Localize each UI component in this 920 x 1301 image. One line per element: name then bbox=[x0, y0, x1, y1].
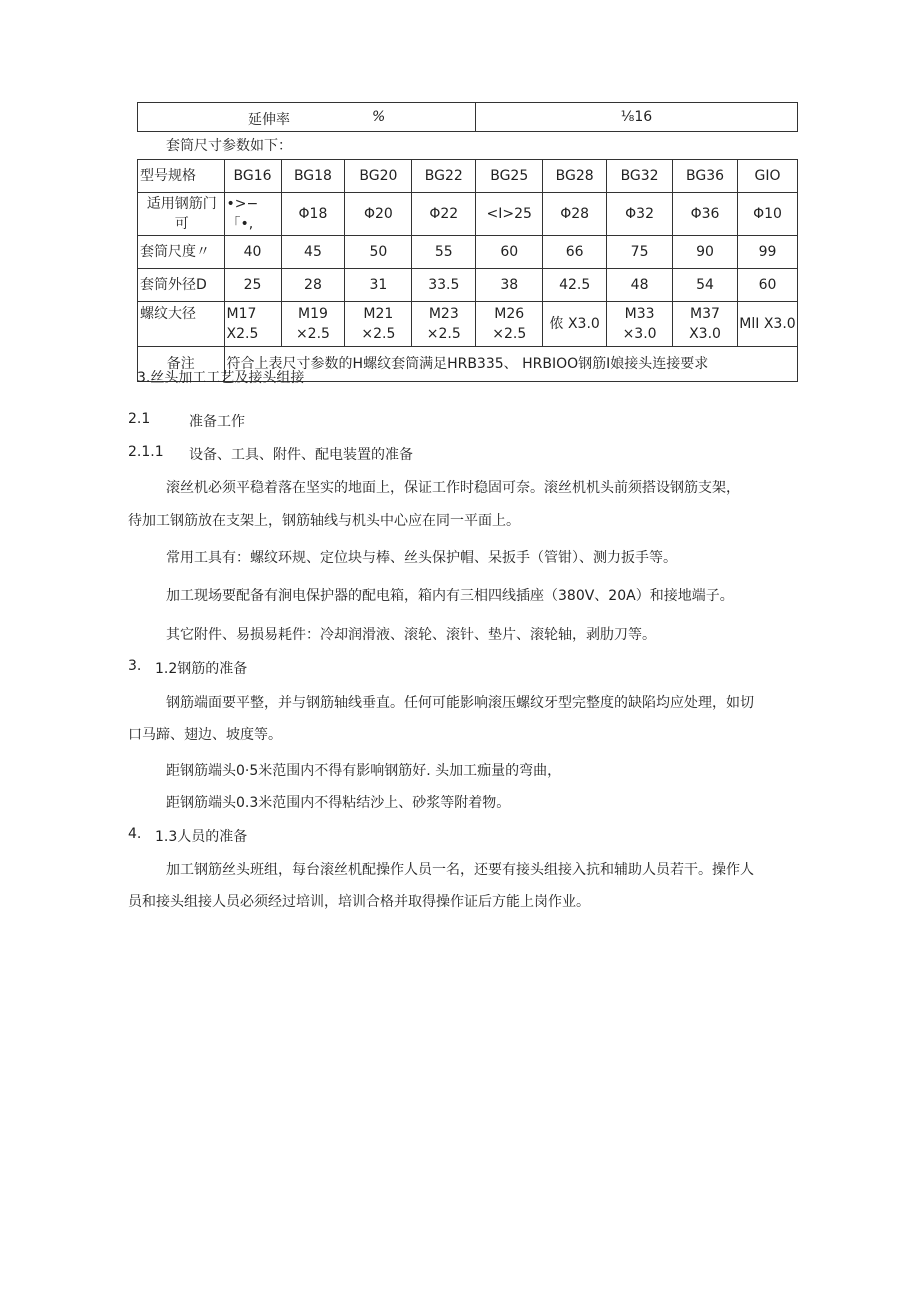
table-cell: 60 bbox=[737, 269, 797, 302]
table-row bbox=[138, 160, 798, 193]
section-number: 4. bbox=[128, 826, 142, 842]
table-cell: 40 bbox=[224, 236, 281, 269]
paragraph-line: 员和接头组接人员必须经过培训，培训合格并取得操作证后方能上岗作业。 bbox=[128, 894, 590, 910]
section-number: 2.1 bbox=[128, 411, 151, 427]
elongation-value: ⅛16 bbox=[476, 103, 798, 132]
table-cell: M17 X2.5 bbox=[224, 302, 281, 347]
elongation-unit: % bbox=[372, 109, 386, 125]
section-title: 准备工作 bbox=[189, 414, 245, 430]
paragraph-line: 待加工钢筋放在支架上，钢筋轴线与机头中心应在同一平面上。 bbox=[128, 513, 520, 529]
section-title: 1.3人员的准备 bbox=[155, 829, 248, 845]
table-cell: Φ36 bbox=[673, 193, 738, 236]
table-cell: M26 ×2.5 bbox=[476, 302, 543, 347]
table-intro: 套筒尺寸参数如下： bbox=[166, 138, 292, 154]
table-row bbox=[138, 236, 798, 269]
table-row bbox=[138, 269, 798, 302]
table-cell: Φ18 bbox=[281, 193, 345, 236]
table-cell: M37 X3.0 bbox=[673, 302, 738, 347]
table-cell: 66 bbox=[543, 236, 607, 269]
section-title: 1.2钢筋的准备 bbox=[155, 661, 248, 677]
row-label: 适用钢筋门可 bbox=[138, 193, 225, 236]
row-label: 套筒尺度〃 bbox=[138, 236, 225, 269]
table-cell: 33.5 bbox=[412, 269, 476, 302]
table-cell: Φ22 bbox=[412, 193, 476, 236]
paragraph-line: 滚丝机必须平稳着落在坚实的地面上，保证工作时稳固可奈。滚丝机机头前须搭设钢筋支架， bbox=[166, 480, 740, 496]
table-cell: 28 bbox=[281, 269, 345, 302]
section-number: 3. bbox=[128, 658, 142, 674]
table-cell: BG22 bbox=[412, 160, 476, 193]
table-cell: 54 bbox=[673, 269, 738, 302]
paragraph: 常用工具有：螺纹环规、定位块与棒、丝头保护帽、呆扳手（管钳）、测力扳手等。 bbox=[166, 550, 677, 566]
table-cell: 31 bbox=[345, 269, 412, 302]
table-cell: Φ32 bbox=[607, 193, 673, 236]
table-cell: 90 bbox=[673, 236, 738, 269]
table-cell: 45 bbox=[281, 236, 345, 269]
table-cell: 42.5 bbox=[543, 269, 607, 302]
table-cell: GIO bbox=[737, 160, 797, 193]
table-cell: 48 bbox=[607, 269, 673, 302]
paragraph: 加工现场要配备有涧电保护器的配电箱，箱内有三相四线插座（380V、20A）和接地端子。 bbox=[166, 588, 734, 604]
paragraph: 距钢筋端头0·5米范围内不得有影响钢筋好. 头加工痂量的弯曲， bbox=[166, 763, 562, 779]
row-label: 套筒外径D bbox=[138, 269, 225, 302]
table-row bbox=[138, 302, 798, 347]
table-cell: M33 ×3.0 bbox=[607, 302, 673, 347]
paragraph: 距钢筋端头0.3米范围内不得粘结沙上、砂浆等附着物。 bbox=[166, 795, 511, 811]
table-cell: 60 bbox=[476, 236, 543, 269]
note-text: 符合上表尺寸参数的H螺纹套筒满足HRB335、 HRBIOO钢筋I娘接头连接要求 bbox=[224, 347, 797, 382]
table-cell: M21 ×2.5 bbox=[345, 302, 412, 347]
paragraph-line: 加工钢筋丝头班组，每台滚丝机配操作人员一名，还要有接头组接入抗和辅助人员若干。操作人 bbox=[166, 862, 754, 878]
elongation-label-cell bbox=[138, 103, 476, 132]
table-cell: BG16 bbox=[224, 160, 281, 193]
table-cell: 50 bbox=[345, 236, 412, 269]
section-heading: 3.丝头加工工艺及接头组接 bbox=[137, 370, 305, 386]
table-cell: Φ20 bbox=[345, 193, 412, 236]
table-cell: •>−「•, bbox=[224, 193, 281, 236]
section-number: 2.1.1 bbox=[128, 444, 164, 460]
table-cell: 55 bbox=[412, 236, 476, 269]
table-cell: 侬 X3.0 bbox=[543, 302, 607, 347]
table-cell: M23 ×2.5 bbox=[412, 302, 476, 347]
table-cell: BG36 bbox=[673, 160, 738, 193]
table-cell: 75 bbox=[607, 236, 673, 269]
paragraph-line: 口马蹄、翅边、坡度等。 bbox=[128, 727, 282, 743]
table-cell: 38 bbox=[476, 269, 543, 302]
elongation-label: 延伸率 bbox=[248, 112, 290, 128]
table-cell: Φ10 bbox=[737, 193, 797, 236]
table-cell: 25 bbox=[224, 269, 281, 302]
table-cell: BG28 bbox=[543, 160, 607, 193]
table-cell: <I>25 bbox=[476, 193, 543, 236]
table-cell: Φ28 bbox=[543, 193, 607, 236]
table-cell: 99 bbox=[737, 236, 797, 269]
paragraph: 其它附件、易损易耗件：冷却润滑液、滚轮、滚针、垫片、滚轮轴，剥肋刀等。 bbox=[166, 627, 656, 643]
table-cell: BG18 bbox=[281, 160, 345, 193]
table-cell: BG25 bbox=[476, 160, 543, 193]
table-row bbox=[138, 193, 798, 236]
note-label: 备注 bbox=[138, 347, 225, 382]
row-label: 型号规格 bbox=[138, 160, 225, 193]
table-cell: BG32 bbox=[607, 160, 673, 193]
paragraph-line: 钢筋端面要平整，并与钢筋轴线垂直。任何可能影响滚压螺纹牙型完整度的缺陷均应处理，如切 bbox=[166, 695, 754, 711]
table-cell: BG20 bbox=[345, 160, 412, 193]
table-cell: MlI X3.0 bbox=[737, 302, 797, 347]
section-title: 设备、工具、附件、配电装置的准备 bbox=[189, 447, 413, 463]
sleeve-spec-table bbox=[137, 159, 798, 382]
table-cell: M19 ×2.5 bbox=[281, 302, 345, 347]
elongation-table bbox=[137, 102, 798, 132]
row-label: 螺纹大径 bbox=[138, 302, 225, 347]
